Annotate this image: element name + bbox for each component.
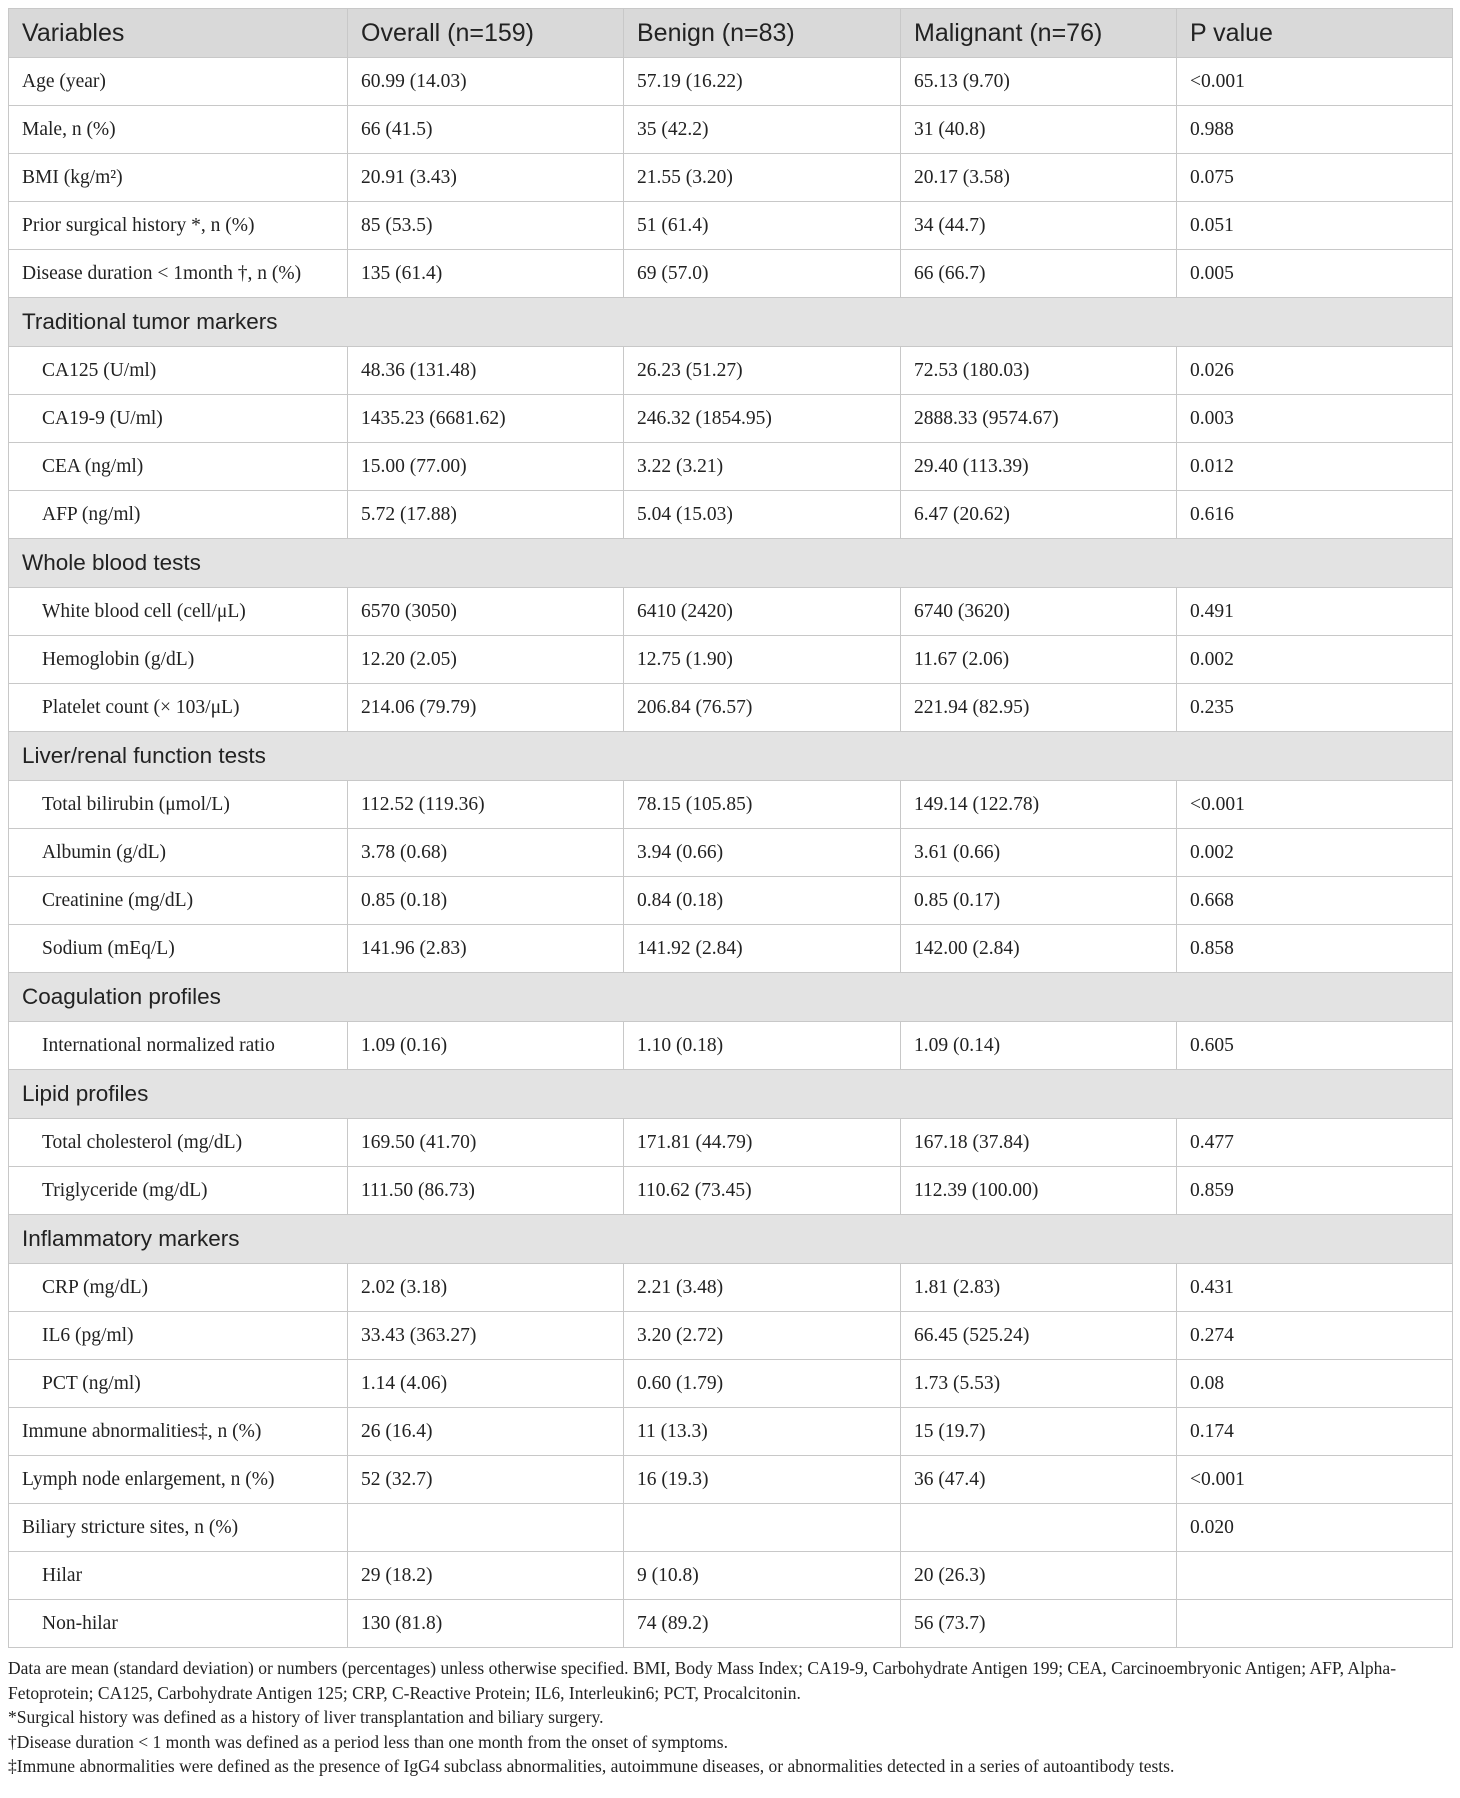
header-variables: Variables [9,9,348,58]
overall-cell: 2.02 (3.18) [348,1264,624,1312]
benign-cell: 0.84 (0.18) [624,877,901,925]
table-row [9,1312,1453,1360]
p-value-cell: <0.001 [1177,58,1453,106]
p-value-cell: <0.001 [1177,781,1453,829]
malignant-cell: 56 (73.7) [901,1600,1177,1648]
malignant-cell: 6.47 (20.62) [901,491,1177,539]
malignant-cell: 1.09 (0.14) [901,1022,1177,1070]
variable-cell: Disease duration < 1month †, n (%) [9,250,348,298]
variable-cell: Biliary stricture sites, n (%) [9,1504,348,1552]
variable-cell: AFP (ng/ml) [9,491,348,539]
table-row [9,781,1453,829]
variable-cell: Male, n (%) [9,106,348,154]
overall-cell: 12.20 (2.05) [348,636,624,684]
variable-cell: Total bilirubin (μmol/L) [9,781,348,829]
section-header-row [9,539,1453,588]
overall-cell: 6570 (3050) [348,588,624,636]
variable-cell: International normalized ratio [9,1022,348,1070]
variable-cell: Hemoglobin (g/dL) [9,636,348,684]
section-label: Whole blood tests [9,539,1453,588]
section-header-row [9,1215,1453,1264]
benign-cell [624,1504,901,1552]
p-value-cell: 0.431 [1177,1264,1453,1312]
overall-cell: 3.78 (0.68) [348,829,624,877]
overall-cell: 214.06 (79.79) [348,684,624,732]
overall-cell [348,1504,624,1552]
malignant-cell: 36 (47.4) [901,1456,1177,1504]
benign-cell: 51 (61.4) [624,202,901,250]
malignant-cell: 2888.33 (9574.67) [901,395,1177,443]
section-label: Lipid profiles [9,1070,1453,1119]
p-value-cell: 0.002 [1177,636,1453,684]
p-value-cell: 0.174 [1177,1408,1453,1456]
p-value-cell: 0.859 [1177,1167,1453,1215]
benign-cell: 3.94 (0.66) [624,829,901,877]
overall-cell: 1435.23 (6681.62) [348,395,624,443]
table-row [9,395,1453,443]
variable-cell: Sodium (mEq/L) [9,925,348,973]
section-header-row [9,1070,1453,1119]
malignant-cell [901,1504,1177,1552]
variable-cell: Platelet count (× 103/μL) [9,684,348,732]
variable-cell: CA19-9 (U/ml) [9,395,348,443]
section-label: Traditional tumor markers [9,298,1453,347]
table-row [9,877,1453,925]
variable-cell: Triglyceride (mg/dL) [9,1167,348,1215]
overall-cell: 169.50 (41.70) [348,1119,624,1167]
p-value-cell: 0.026 [1177,347,1453,395]
overall-cell: 0.85 (0.18) [348,877,624,925]
table-row [9,1360,1453,1408]
table-container [8,8,1452,1779]
malignant-cell: 0.85 (0.17) [901,877,1177,925]
variable-cell: Age (year) [9,58,348,106]
benign-cell: 21.55 (3.20) [624,154,901,202]
benign-cell: 69 (57.0) [624,250,901,298]
overall-cell: 20.91 (3.43) [348,154,624,202]
malignant-cell: 167.18 (37.84) [901,1119,1177,1167]
table-row [9,636,1453,684]
table-row [9,443,1453,491]
benign-cell: 6410 (2420) [624,588,901,636]
table-row [9,1504,1453,1552]
malignant-cell: 112.39 (100.00) [901,1167,1177,1215]
malignant-cell: 1.81 (2.83) [901,1264,1177,1312]
overall-cell: 66 (41.5) [348,106,624,154]
table-row [9,1552,1453,1600]
benign-cell: 16 (19.3) [624,1456,901,1504]
p-value-cell: 0.274 [1177,1312,1453,1360]
header-overall: Overall (n=159) [348,9,624,58]
benign-cell: 3.22 (3.21) [624,443,901,491]
variable-cell: Prior surgical history *, n (%) [9,202,348,250]
benign-cell: 0.60 (1.79) [624,1360,901,1408]
malignant-cell: 65.13 (9.70) [901,58,1177,106]
overall-cell: 85 (53.5) [348,202,624,250]
p-value-cell: 0.012 [1177,443,1453,491]
table-footnotes [8,1656,1452,1779]
overall-cell: 60.99 (14.03) [348,58,624,106]
variable-cell: BMI (kg/m²) [9,154,348,202]
p-value-cell: 0.08 [1177,1360,1453,1408]
header-p-value: P value [1177,9,1453,58]
table-row [9,925,1453,973]
variable-cell: Lymph node enlargement, n (%) [9,1456,348,1504]
malignant-cell: 149.14 (122.78) [901,781,1177,829]
table-row [9,58,1453,106]
table-row [9,106,1453,154]
overall-cell: 130 (81.8) [348,1600,624,1648]
malignant-cell: 34 (44.7) [901,202,1177,250]
table-row [9,1119,1453,1167]
overall-cell: 48.36 (131.48) [348,347,624,395]
benign-cell: 12.75 (1.90) [624,636,901,684]
p-value-cell: 0.075 [1177,154,1453,202]
benign-cell: 35 (42.2) [624,106,901,154]
section-header-row [9,973,1453,1022]
table-body [9,58,1453,1648]
malignant-cell: 66.45 (525.24) [901,1312,1177,1360]
benign-cell: 74 (89.2) [624,1600,901,1648]
table-row [9,588,1453,636]
benign-cell: 141.92 (2.84) [624,925,901,973]
p-value-cell: 0.020 [1177,1504,1453,1552]
benign-cell: 3.20 (2.72) [624,1312,901,1360]
section-label: Liver/renal function tests [9,732,1453,781]
malignant-cell: 72.53 (180.03) [901,347,1177,395]
overall-cell: 135 (61.4) [348,250,624,298]
p-value-cell: 0.616 [1177,491,1453,539]
footnote-disease-duration: †Disease duration < 1 month was defined as a period less than one month from the onset of symptoms. [8,1731,728,1752]
p-value-cell: 0.477 [1177,1119,1453,1167]
malignant-cell: 142.00 (2.84) [901,925,1177,973]
malignant-cell: 66 (66.7) [901,250,1177,298]
table-row [9,1408,1453,1456]
table-row [9,250,1453,298]
overall-cell: 111.50 (86.73) [348,1167,624,1215]
table-row [9,1600,1453,1648]
benign-cell: 246.32 (1854.95) [624,395,901,443]
table-header-row [9,9,1453,58]
variable-cell: PCT (ng/ml) [9,1360,348,1408]
variable-cell: Hilar [9,1552,348,1600]
variable-cell: CA125 (U/ml) [9,347,348,395]
benign-cell: 171.81 (44.79) [624,1119,901,1167]
footnote-immune-abnormalities: ‡Immune abnormalities were defined as the presence of IgG4 subclass abnormalities, autoimmune diseases, or abnormalities detected in a series of autoantibody tests. [8,1756,1175,1776]
overall-cell: 29 (18.2) [348,1552,624,1600]
section-header-row [9,732,1453,781]
table-row [9,684,1453,732]
p-value-cell [1177,1552,1453,1600]
benign-cell: 5.04 (15.03) [624,491,901,539]
overall-cell: 26 (16.4) [348,1408,624,1456]
p-value-cell: 0.988 [1177,106,1453,154]
table-row [9,1456,1453,1504]
benign-cell: 26.23 (51.27) [624,347,901,395]
footnote-abbreviations: Data are mean (standard deviation) or numbers (percentages) unless otherwise specified. BMI, Body Mass Index; CA19-9, Carbohydrate Antigen 199; CEA, Carcinoembryonic Antigen; AFP, Alpha-Fetoprotein; CA125, Carbohydrate Antigen 125; CRP, C-Reactive Protein; IL6, Interleukin6; PCT, Procalcitonin. [8,1658,1397,1703]
table-row [9,154,1453,202]
benign-cell: 1.10 (0.18) [624,1022,901,1070]
overall-cell: 33.43 (363.27) [348,1312,624,1360]
variable-cell: Immune abnormalities‡, n (%) [9,1408,348,1456]
malignant-cell: 1.73 (5.53) [901,1360,1177,1408]
table-row [9,347,1453,395]
p-value-cell: 0.605 [1177,1022,1453,1070]
baseline-characteristics-table [8,8,1453,1648]
variable-cell: Non-hilar [9,1600,348,1648]
malignant-cell: 20 (26.3) [901,1552,1177,1600]
overall-cell: 1.09 (0.16) [348,1022,624,1070]
malignant-cell: 20.17 (3.58) [901,154,1177,202]
overall-cell: 15.00 (77.00) [348,443,624,491]
overall-cell: 1.14 (4.06) [348,1360,624,1408]
p-value-cell: 0.002 [1177,829,1453,877]
variable-cell: IL6 (pg/ml) [9,1312,348,1360]
variable-cell: Total cholesterol (mg/dL) [9,1119,348,1167]
overall-cell: 5.72 (17.88) [348,491,624,539]
malignant-cell: 31 (40.8) [901,106,1177,154]
table-row [9,1022,1453,1070]
malignant-cell: 6740 (3620) [901,588,1177,636]
malignant-cell: 11.67 (2.06) [901,636,1177,684]
malignant-cell: 3.61 (0.66) [901,829,1177,877]
p-value-cell: 0.005 [1177,250,1453,298]
benign-cell: 110.62 (73.45) [624,1167,901,1215]
benign-cell: 57.19 (16.22) [624,58,901,106]
p-value-cell: 0.858 [1177,925,1453,973]
section-label: Inflammatory markers [9,1215,1453,1264]
p-value-cell: <0.001 [1177,1456,1453,1504]
p-value-cell: 0.491 [1177,588,1453,636]
p-value-cell [1177,1600,1453,1648]
variable-cell: Albumin (g/dL) [9,829,348,877]
footnote-surgical-history: *Surgical history was defined as a history of liver transplantation and biliary surgery. [8,1707,604,1727]
variable-cell: CEA (ng/ml) [9,443,348,491]
section-header-row [9,298,1453,347]
variable-cell: Creatinine (mg/dL) [9,877,348,925]
table-row [9,202,1453,250]
header-malignant: Malignant (n=76) [901,9,1177,58]
benign-cell: 206.84 (76.57) [624,684,901,732]
malignant-cell: 15 (19.7) [901,1408,1177,1456]
overall-cell: 112.52 (119.36) [348,781,624,829]
table-row [9,1264,1453,1312]
table-row [9,1167,1453,1215]
malignant-cell: 221.94 (82.95) [901,684,1177,732]
p-value-cell: 0.235 [1177,684,1453,732]
variable-cell: White blood cell (cell/μL) [9,588,348,636]
benign-cell: 78.15 (105.85) [624,781,901,829]
benign-cell: 9 (10.8) [624,1552,901,1600]
table-row [9,829,1453,877]
p-value-cell: 0.668 [1177,877,1453,925]
overall-cell: 52 (32.7) [348,1456,624,1504]
p-value-cell: 0.003 [1177,395,1453,443]
p-value-cell: 0.051 [1177,202,1453,250]
section-label: Coagulation profiles [9,973,1453,1022]
table-row [9,491,1453,539]
benign-cell: 11 (13.3) [624,1408,901,1456]
header-benign: Benign (n=83) [624,9,901,58]
variable-cell: CRP (mg/dL) [9,1264,348,1312]
overall-cell: 141.96 (2.83) [348,925,624,973]
benign-cell: 2.21 (3.48) [624,1264,901,1312]
malignant-cell: 29.40 (113.39) [901,443,1177,491]
